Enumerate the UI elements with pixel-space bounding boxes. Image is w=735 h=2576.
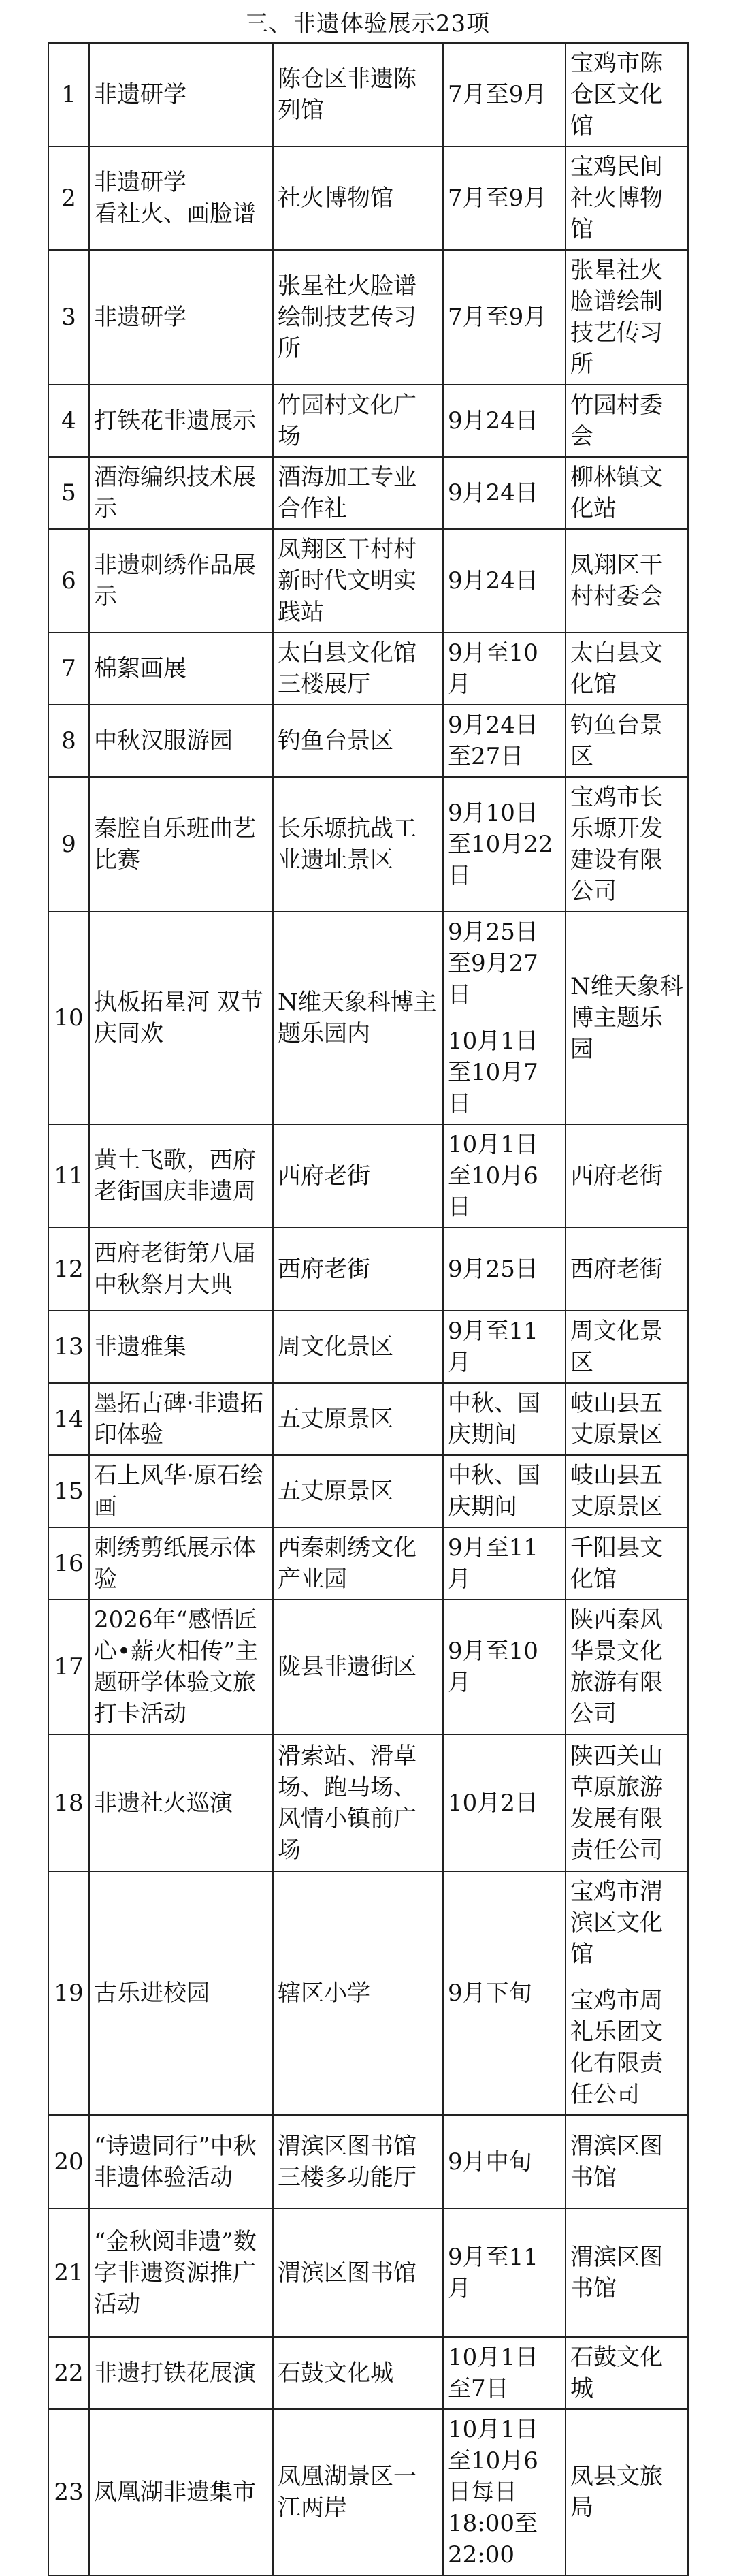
- event-name: 非遗刺绣作品展示: [89, 529, 273, 633]
- event-venue: 西府老街: [273, 1124, 443, 1228]
- event-name: 2026年“感悟匠心•薪火相传”主题研学体验文旅打卡活动: [89, 1600, 273, 1734]
- table-row: [48, 1124, 688, 1228]
- event-period: 10月2日: [443, 1734, 566, 1871]
- event-period: 10月1日至10月6日: [443, 1124, 566, 1228]
- table-row: [48, 912, 688, 1124]
- event-period: 9月至11月: [443, 2208, 566, 2337]
- row-number: 20: [48, 2115, 89, 2208]
- event-organizer: 钓鱼台景区: [566, 705, 688, 777]
- event-venue: 五丈原景区: [273, 1455, 443, 1527]
- event-name: 古乐进校园: [89, 1871, 273, 2115]
- event-organizer: 陕西关山草原旅游发展有限责任公司: [566, 1734, 688, 1871]
- event-period: 9月至11月: [443, 1527, 566, 1600]
- event-period: 9月24日至27日: [443, 705, 566, 777]
- event-venue: 石鼓文化城: [273, 2337, 443, 2409]
- event-period: 9月25日: [443, 1228, 566, 1311]
- events-table-body: [48, 43, 688, 2575]
- table-row: [48, 43, 688, 146]
- event-period: 9月下旬: [443, 1871, 566, 2115]
- event-name: 凤凰湖非遗集市: [89, 2409, 273, 2575]
- event-venue: 西秦刺绣文化产业园: [273, 1527, 443, 1600]
- event-venue: 渭滨区图书馆: [273, 2208, 443, 2337]
- section-title: 三、非遗体验展示23项: [244, 10, 491, 37]
- event-name: 打铁花非遗展示: [89, 385, 273, 457]
- event-name: 非遗打铁花展演: [89, 2337, 273, 2409]
- event-name: 非遗研学 看社火、画脸谱: [89, 146, 273, 250]
- event-period: 10月1日至7日: [443, 2337, 566, 2409]
- table-row: [48, 777, 688, 912]
- event-name: 刺绣剪纸展示体验: [89, 1527, 273, 1600]
- event-venue: 陇县非遗街区: [273, 1600, 443, 1734]
- row-number: 14: [48, 1383, 89, 1455]
- event-organizer: 张星社火脸谱绘制技艺传习所: [566, 250, 688, 385]
- event-name: 非遗研学: [89, 43, 273, 146]
- event-period: 9月10日至10月22日: [443, 777, 566, 912]
- event-venue: 长乐塬抗战工业遗址景区: [273, 777, 443, 912]
- event-venue: 张星社火脸谱绘制技艺传习所: [273, 250, 443, 385]
- table-row: [48, 2208, 688, 2337]
- event-name: 黄土飞歌，西府老街国庆非遗周: [89, 1124, 273, 1228]
- row-number: 7: [48, 633, 89, 705]
- event-period: 10月1日至10月6日每日18:00至22:00: [443, 2409, 566, 2575]
- table-row: [48, 633, 688, 705]
- event-venue: 周文化景区: [273, 1311, 443, 1383]
- event-organizer: 渭滨区图书馆: [566, 2115, 688, 2208]
- event-organizer: 宝鸡市长乐塬开发建设有限公司: [566, 777, 688, 912]
- event-organizer: 岐山县五丈原景区: [566, 1383, 688, 1455]
- table-row: [48, 1311, 688, 1383]
- event-venue: 辖区小学: [273, 1871, 443, 2115]
- event-period: 9月24日: [443, 385, 566, 457]
- row-number: 1: [48, 43, 89, 146]
- row-number: 9: [48, 777, 89, 912]
- event-period: 9月中旬: [443, 2115, 566, 2208]
- event-period: 中秋、国庆期间: [443, 1383, 566, 1455]
- event-period: 9月至10月: [443, 633, 566, 705]
- row-number: 5: [48, 457, 89, 529]
- event-name: 执板拓星河 双节庆同欢: [89, 912, 273, 1124]
- event-period: 9月24日: [443, 457, 566, 529]
- event-organizer: N维天象科博主题乐园: [566, 912, 688, 1124]
- event-name: 石上风华·原石绘画: [89, 1455, 273, 1527]
- table-row: [48, 1383, 688, 1455]
- table-row: [48, 250, 688, 385]
- row-number: 21: [48, 2208, 89, 2337]
- row-number: 3: [48, 250, 89, 385]
- table-row: [48, 2409, 688, 2575]
- event-venue: 竹园村文化广场: [273, 385, 443, 457]
- event-name: “金秋阅非遗”数字非遗资源推广活动: [89, 2208, 273, 2337]
- event-period: 9月至11月: [443, 1311, 566, 1383]
- event-organizer: 岐山县五丈原景区: [566, 1455, 688, 1527]
- event-organizer: 太白县文化馆: [566, 633, 688, 705]
- event-organizer: 石鼓文化城: [566, 2337, 688, 2409]
- event-organizer: 千阳县文化馆: [566, 1527, 688, 1600]
- event-period: 7月至9月: [443, 146, 566, 250]
- event-organizer: 宝鸡市渭滨区文化馆 宝鸡市周礼乐团文化有限责任公司: [566, 1871, 688, 2115]
- event-venue: 凤凰湖景区一江两岸: [273, 2409, 443, 2575]
- table-row: [48, 1228, 688, 1311]
- event-name: 非遗社火巡演: [89, 1734, 273, 1871]
- row-number: 23: [48, 2409, 89, 2575]
- table-row: [48, 2337, 688, 2409]
- event-period: 9月25日至9月27日 10月1日至10月7日: [443, 912, 566, 1124]
- row-number: 8: [48, 705, 89, 777]
- event-organizer: 宝鸡民间社火博物馆: [566, 146, 688, 250]
- row-number: 15: [48, 1455, 89, 1527]
- event-period: 7月至9月: [443, 43, 566, 146]
- event-venue: 西府老街: [273, 1228, 443, 1311]
- event-organizer: 宝鸡市陈仓区文化馆: [566, 43, 688, 146]
- table-row: [48, 146, 688, 250]
- event-name: 墨拓古碑·非遗拓印体验: [89, 1383, 273, 1455]
- event-venue: 钓鱼台景区: [273, 705, 443, 777]
- events-table: [48, 42, 689, 2576]
- table-row: [48, 1734, 688, 1871]
- table-row: [48, 1455, 688, 1527]
- row-number: 2: [48, 146, 89, 250]
- row-number: 4: [48, 385, 89, 457]
- table-row: [48, 529, 688, 633]
- event-period: 9月24日: [443, 529, 566, 633]
- event-organizer: 渭滨区图书馆: [566, 2208, 688, 2337]
- event-venue: 渭滨区图书馆三楼多功能厅: [273, 2115, 443, 2208]
- event-organizer: 凤县文旅局: [566, 2409, 688, 2575]
- table-row: [48, 1527, 688, 1600]
- event-period: 中秋、国庆期间: [443, 1455, 566, 1527]
- event-venue: 凤翔区干村村新时代文明实践站: [273, 529, 443, 633]
- event-period: 9月至10月: [443, 1600, 566, 1734]
- event-organizer: 凤翔区干村村委会: [566, 529, 688, 633]
- event-name: 秦腔自乐班曲艺比赛: [89, 777, 273, 912]
- row-number: 12: [48, 1228, 89, 1311]
- row-number: 10: [48, 912, 89, 1124]
- event-organizer: 陕西秦风华景文化旅游有限公司: [566, 1600, 688, 1734]
- row-number: 19: [48, 1871, 89, 2115]
- table-row: [48, 1600, 688, 1734]
- event-name: 非遗雅集: [89, 1311, 273, 1383]
- event-venue: 社火博物馆: [273, 146, 443, 250]
- event-venue: 陈仓区非遗陈列馆: [273, 43, 443, 146]
- event-venue: N维天象科博主题乐园内: [273, 912, 443, 1124]
- event-venue: 酒海加工专业合作社: [273, 457, 443, 529]
- event-venue: 太白县文化馆三楼展厅: [273, 633, 443, 705]
- event-name: 棉絮画展: [89, 633, 273, 705]
- row-number: 16: [48, 1527, 89, 1600]
- row-number: 18: [48, 1734, 89, 1871]
- event-name: “诗遗同行”中秋非遗体验活动: [89, 2115, 273, 2208]
- row-number: 13: [48, 1311, 89, 1383]
- table-row: [48, 457, 688, 529]
- event-organizer: 柳林镇文化站: [566, 457, 688, 529]
- row-number: 17: [48, 1600, 89, 1734]
- table-row: [48, 705, 688, 777]
- event-venue: 滑索站、滑草场、跑马场、风情小镇前广场: [273, 1734, 443, 1871]
- table-row: [48, 1871, 688, 2115]
- event-name: 酒海编织技术展示: [89, 457, 273, 529]
- event-organizer: 周文化景区: [566, 1311, 688, 1383]
- row-number: 22: [48, 2337, 89, 2409]
- event-period: 7月至9月: [443, 250, 566, 385]
- event-organizer: 竹园村委会: [566, 385, 688, 457]
- event-name: 非遗研学: [89, 250, 273, 385]
- table-row: [48, 385, 688, 457]
- event-name: 中秋汉服游园: [89, 705, 273, 777]
- row-number: 6: [48, 529, 89, 633]
- event-organizer: 西府老街: [566, 1228, 688, 1311]
- table-row: [48, 2115, 688, 2208]
- event-name: 西府老街第八届中秋祭月大典: [89, 1228, 273, 1311]
- row-number: 11: [48, 1124, 89, 1228]
- event-organizer: 西府老街: [566, 1124, 688, 1228]
- event-venue: 五丈原景区: [273, 1383, 443, 1455]
